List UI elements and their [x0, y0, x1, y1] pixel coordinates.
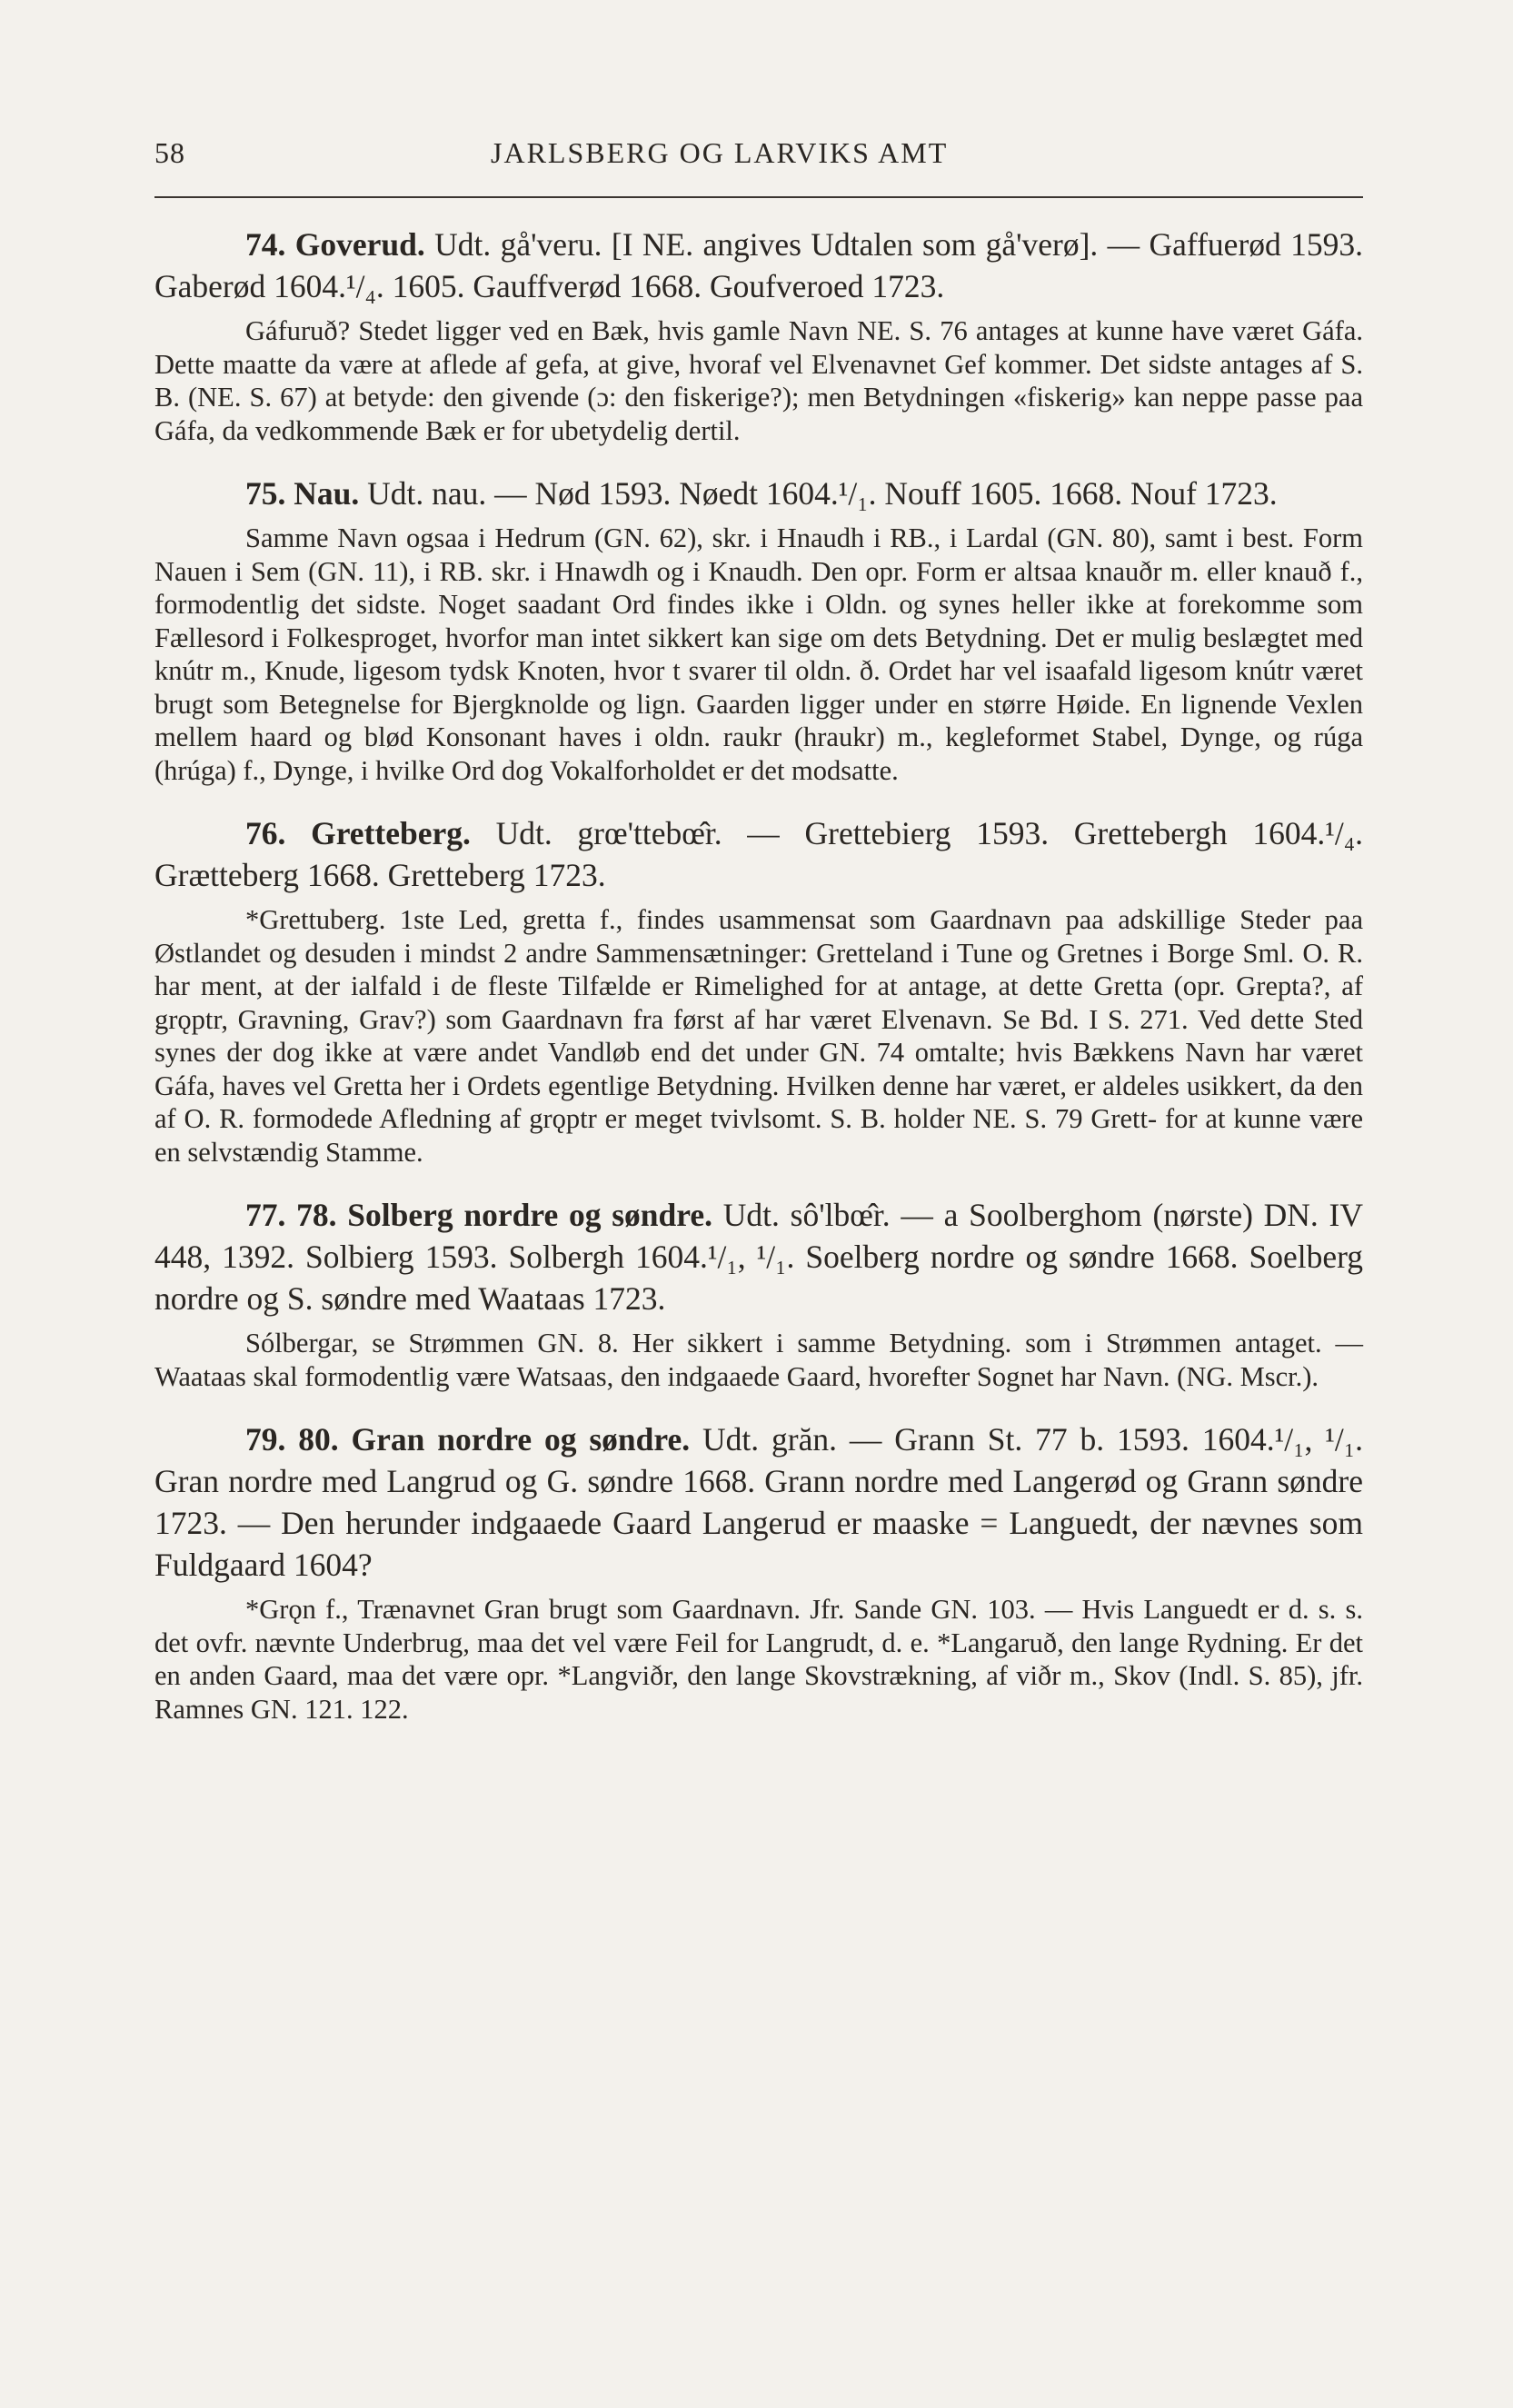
entry-number: 76. [245, 815, 286, 851]
entry-lead [154, 812, 1363, 896]
entry-note: *Grǫn f., Trænavnet Gran brugt som Gaardnavn. Jfr. Sande GN. 103. — Hvis Languedt er d. s. s. det ovfr. nævnte Underbrug, maa det vel være Feil for Langrudt, d. e. *Langaruð, den lange Rydning. Er det en anden Gaard, maa det være opr. *Langviðr, den lange Skovstrækning, af viðr m., Skov (Indl. S. 85), jfr. Ramnes GN. 121. 122. [154, 1594, 1363, 1725]
page [154, 136, 1363, 1726]
entry-76 [154, 812, 1363, 1169]
entry-name: Solberg nordre og søndre. [347, 1197, 713, 1233]
running-title: JARLSBERG OG LARVIKS AMT [491, 136, 949, 169]
entry-note: Sólbergar, se Strømmen GN. 8. Her sikkert i samme Betydning. som i Strømmen antaget. — Waataas skal formodentlig være Watsaas, den indgaaede Gaard, hvorefter Sognet har Navn. (NG. Mscr.). [154, 1328, 1363, 1392]
running-header [154, 136, 1363, 198]
page-number: 58 [154, 136, 185, 169]
entry-name: Goverud. [294, 226, 425, 263]
entry-number: 74. [245, 226, 286, 263]
entry-lead [154, 224, 1363, 307]
entry-75 [154, 473, 1363, 787]
entry-lead [154, 1418, 1363, 1586]
entry-number: 79. 80. [245, 1421, 339, 1458]
entry-77-78 [154, 1194, 1363, 1393]
entry-text: Udt. grăn. — Grann St. 77 b. 1593. 1604.¹/₁, ¹/₁. Gran nordre med Langrud og G. søndre 1668. Grann nordre med Langerød og Grann søndre 1723. — Den herunder indgaaede Gaard Langerud er maaske = Languedt, der nævnes som Fuldgaard 1604? [154, 1421, 1364, 1583]
entry-lead [154, 1194, 1363, 1319]
entry-name: Gretteberg. [311, 815, 471, 851]
entry-text: Udt. nau. — Nød 1593. Nøedt 1604.¹/₁. Nouff 1605. 1668. Nouf 1723. [367, 475, 1278, 512]
entry-text: Udt. sô'lbœ̂r. — a Soolberghom (nørste) DN. IV 448, 1392. Solbierg 1593. Solbergh 1604.¹/₁, ¹/₁. Soelberg nordre og søndre 1668. Soelberg nordre og S. søndre med Waataas 1723. [154, 1197, 1364, 1317]
entry-note: *Grettuberg. 1ste Led, gretta f., findes usammensat som Gaardnavn paa adskillige Steder paa Østlandet og desuden i mindst 2 andre Sammensætninger: Gretteland i Tune og Gretnes i Borge Sml. O. R. har ment, at der ialfald i de fleste Tilfælde er Rimelighed for at antage, at dette Gretta (opr. Grepta?, af grǫptr, Gravning, Grav?) som Gaardnavn fra først af har været Elvenavn. Se Bd. I S. 271. Ved dette Sted synes der dog ikke at være andet Vandløb end det under GN. 74 omtalte; hvis Bækkens Navn har været Gáfa, haves vel Gretta her i Ordets egentlige Betydning. Hvilken denne har været, er aldeles usikkert, da den af O. R. formodede Afledning af grǫptr er meget tvivlsomt. S. B. holder NE. S. 79 Grett- for at kunne være en selvstændig Stamme. [154, 904, 1363, 1168]
entry-lead [154, 473, 1363, 514]
entry-note: Gáfuruð? Stedet ligger ved en Bæk, hvis gamle Navn NE. S. 76 antages at kunne have været Gáfa. Dette maatte da være at aflede af gefa, at give, hvoraf vel Elvenavnet Gef kommer. Det sidste antages af S. B. (NE. S. 67) at betyde: den givende (ɔ: den fiskerige?); men Betydningen «fiskerig» kan neppe passe paa Gáfa, da vedkommende Bæk er for ubetydelig dertil. [154, 315, 1363, 446]
entry-name: Gran nordre og søndre. [351, 1421, 691, 1458]
entry-number: 75. [245, 475, 286, 512]
entry-text: Udt. gå'veru. [I NE. angives Udtalen som gå'verø]. — Gaffuerød 1593. Gaberød 1604.¹/₄. 1605. Gauffverød 1668. Goufveroed 1723. [154, 226, 1364, 304]
entry-79-80 [154, 1418, 1363, 1726]
entry-note: Samme Navn ogsaa i Hedrum (GN. 62), skr. i Hnaudh i RB., i Lardal (GN. 80), samt i best. Form Nauen i Sem (GN. 11), i RB. skr. i Hnawdh og i Knaudh. Den opr. Form er altsaa knauðr m. eller knauð f., formodentlig det sidste. Noget saadant Ord findes ikke i Oldn. og synes heller ikke at forekomme som Fællesord i Folkesproget, hvorfor man intet sikkert kan sige om dets Betydning. Det er mulig beslægtet med knútr m., Knude, ligesom tydsk Knoten, hvor t svarer til oldn. ð. Ordet har vel isaafald ligesom knútr været brugt som Betegnelse for Bjergknolde og lign. Gaarden ligger under en større Høide. En lignende Vexlen mellem haard og blød Konsonant haves i oldn. raukr (hraukr) m., kegleformet Stabel, Dynge, og rúga (hrúga) f., Dynge, i hvilke Ord dog Vokalforholdet er det modsatte. [154, 522, 1363, 786]
entry-name: Nau. [294, 475, 360, 512]
entry-number: 77. 78. [245, 1197, 337, 1233]
entry-text: Udt. grœ'ttebœ̂r. — Grettebierg 1593. Grettebergh 1604.¹/₄. Grætteberg 1668. Gretteberg 1723. [154, 815, 1363, 893]
entry-74 [154, 224, 1363, 447]
